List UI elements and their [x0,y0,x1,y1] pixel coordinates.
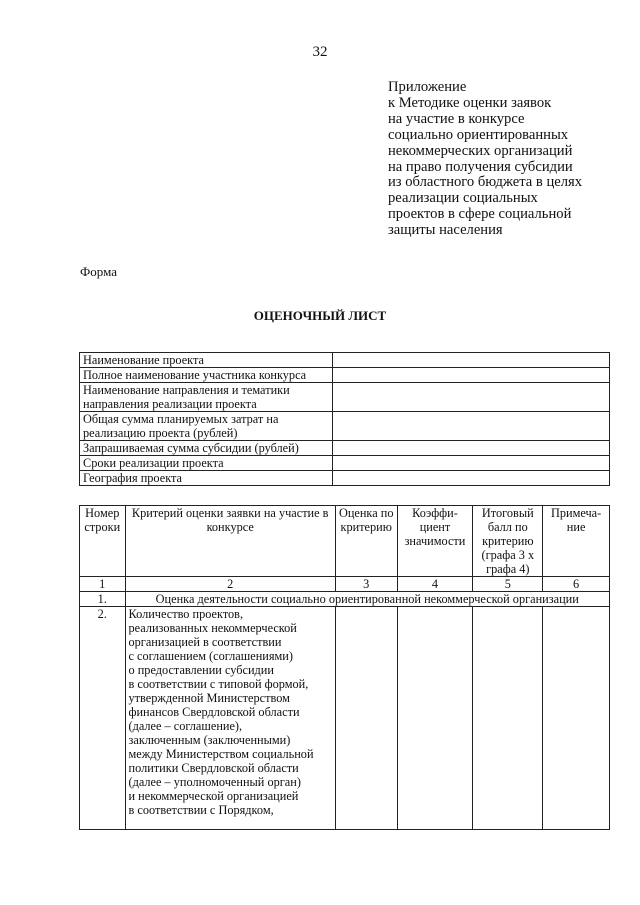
row-number: 2. [80,607,126,830]
info-value[interactable] [333,441,610,456]
info-value[interactable] [333,383,610,412]
criterion-line: о предоставлении субсидии [128,663,274,677]
appendix-line: проектов в сфере социальной [388,206,572,223]
criterion-line: (далее – уполномоченный орган) [128,775,301,789]
criterion-line: реализованных некоммерческой [128,621,297,635]
info-value[interactable] [333,368,610,383]
criterion-line: Количество проектов, [128,607,244,621]
document-title: ОЦЕНОЧНЫЙ ЛИСТ [253,308,387,323]
info-row [80,441,610,456]
info-value[interactable] [333,353,610,368]
coefficient-cell[interactable] [397,607,473,830]
column-number: 5 [473,577,543,592]
criterion-line: в соответствии с Порядком, [128,803,274,817]
appendix-line: из областного бюджета в целях [388,174,583,191]
info-value[interactable] [333,412,610,441]
info-label: Сроки реализации проекта [80,456,333,471]
column-number: 4 [397,577,473,592]
criterion-line: финансов Свердловской области [128,705,300,719]
appendix-line: защиты населения [388,222,503,239]
section-title: Оценка деятельности социально ориентированной некоммерческой организации [125,592,610,607]
header-row [80,506,610,577]
info-row [80,368,610,383]
header-cell: Номер строки [80,506,126,577]
info-value[interactable] [333,471,610,486]
column-number: 2 [125,577,335,592]
appendix-line: социально ориентированных [388,126,569,143]
appendix-line: на участие в конкурсе [388,110,525,127]
total-score-cell[interactable] [473,607,543,830]
info-row [80,471,610,486]
header-cell: Коэффи-циент значимости [397,506,473,577]
criterion-line: политики Свердловской области [128,761,299,775]
form-label: Форма [80,264,117,279]
criterion-line: с соглашением (соглашениями) [128,649,293,663]
criterion-line: в соответствии с типовой формой, [128,677,309,691]
header-cell: Итоговый балл по критерию (графа 3 х графа 4) [473,506,543,577]
appendix-line: некоммерческих организаций [388,142,573,159]
criterion-line: заключенным (заключенными) [128,733,291,747]
info-label: География проекта [80,471,333,486]
score-cell[interactable] [335,607,397,830]
appendix-line: реализации социальных [388,190,538,207]
info-value[interactable] [333,456,610,471]
page-number: 32 [312,44,328,60]
info-label: Наименование проекта [80,353,333,368]
column-number: 6 [543,577,610,592]
info-label: Наименование направления и тематики направления реализации проекта [80,383,333,412]
info-row [80,412,610,441]
evaluation-table [79,505,610,830]
info-row [80,456,610,471]
column-number: 3 [335,577,397,592]
appendix-line: Приложение [388,79,467,95]
header-cell: Примеча-ние [543,506,610,577]
section-row [80,592,610,607]
criterion-line: (далее – соглашение), [128,719,243,733]
criterion-line: организацией в соответствии [128,635,282,649]
row-number: 1. [80,592,126,607]
info-label: Полное наименование участника конкурса [80,368,333,383]
criterion-line: и некоммерческой организацией [128,789,299,803]
criterion-row [80,607,610,830]
criterion-line: утвержденной Министерством [128,691,290,705]
column-number-row [80,577,610,592]
info-row [80,353,610,368]
info-label: Запрашиваемая сумма субсидии (рублей) [80,441,333,456]
note-cell[interactable] [543,607,610,830]
project-info-table [79,352,610,486]
header-cell: Оценка по критерию [335,506,397,577]
appendix-header [388,80,582,239]
appendix-line: к Методике оценки заявок [388,94,552,111]
header-cell: Критерий оценки заявки на участие в конкурсе [125,506,335,577]
criterion-line: между Министерством социальной [128,747,314,761]
criterion-text [125,607,335,830]
info-label: Общая сумма планируемых затрат на реализацию проекта (рублей) [80,412,333,441]
column-number: 1 [80,577,126,592]
appendix-line: на право получения субсидии [388,158,573,175]
info-row [80,383,610,412]
